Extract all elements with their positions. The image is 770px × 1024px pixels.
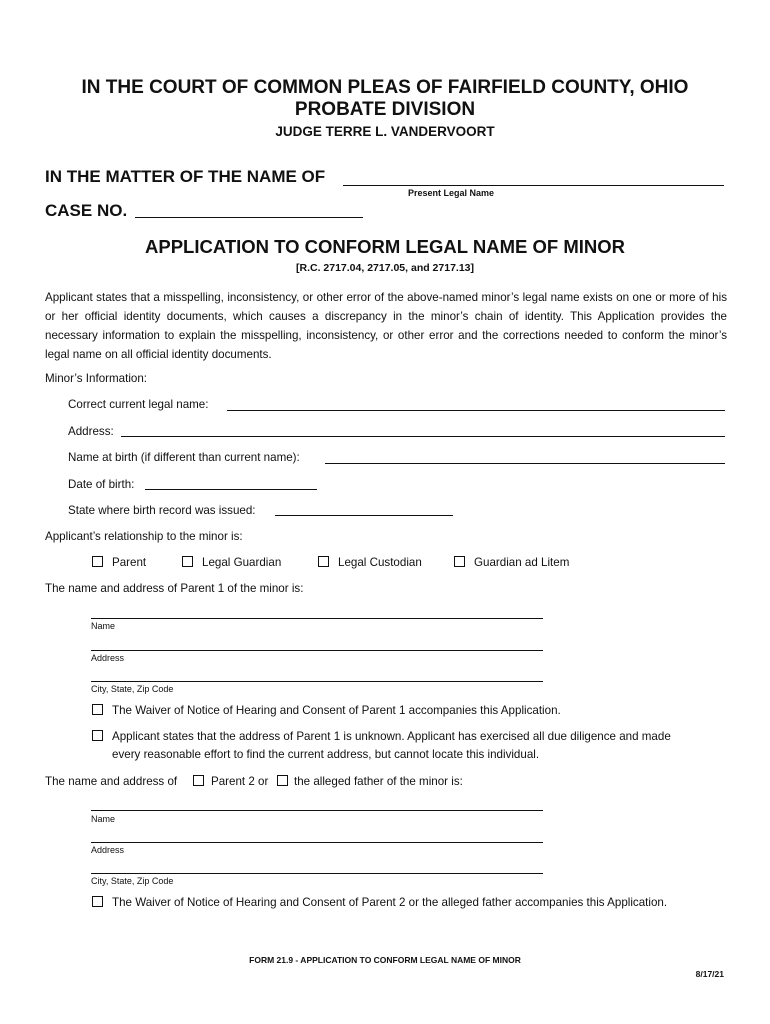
division-heading: PROBATE DIVISION: [294, 99, 476, 120]
parent2-label: The name and address of: [45, 775, 178, 788]
parent1-address-caption: Address: [91, 653, 125, 663]
birth-name-label: Name at birth (if different than current name):: [68, 451, 300, 464]
parent1-name-field[interactable]: [91, 618, 543, 619]
present-name-caption: Present Legal Name: [408, 188, 495, 198]
minor-info-heading: Minor’s Information:: [45, 372, 148, 385]
parent1-waiver-text: The Waiver of Notice of Hearing and Consent of Parent 1 accompanies this Application.: [112, 704, 561, 717]
parent2-waiver-text: The Waiver of Notice of Hearing and Consent of Parent 2 or the alleged father accompanies this Application.: [112, 896, 668, 909]
parent1-unknown-text-line1: Applicant states that the address of Parent 1 is unknown. Applicant has exercised all due diligence and made: [112, 730, 671, 743]
parent1-unknown-text-line2: every reasonable effort to find the current address, but cannot locate this individual.: [112, 748, 540, 761]
guardian-ad-litem-option-label: Guardian ad Litem: [474, 556, 570, 569]
legal-guardian-checkbox[interactable]: [182, 556, 193, 567]
parent1-waiver-checkbox[interactable]: [92, 704, 103, 715]
parent2-option-label: Parent 2 or: [211, 775, 269, 788]
parent2-city-field[interactable]: [91, 873, 543, 874]
dob-field[interactable]: [145, 489, 317, 490]
intro-paragraph: Applicant states that a misspelling, inconsistency, or other error of the above-named minor’s legal name exists on one or more of his or her official identity documents, which causes a discrepancy in the minor’s chain of identity. This Application provides the necessary information to explain the misspelling, inconsistency, or other error and the corrections needed to conform the minor’s legal name on all official identity documents.: [45, 291, 727, 361]
form-footer: FORM 21.9 - APPLICATION TO CONFORM LEGAL NAME OF MINOR: [249, 955, 521, 965]
parent1-name-caption: Name: [91, 621, 116, 631]
birth-state-label: State where birth record was issued:: [68, 504, 256, 517]
parent2-waiver-checkbox[interactable]: [92, 896, 103, 907]
matter-label: IN THE MATTER OF THE NAME OF: [45, 167, 326, 186]
court-heading: IN THE COURT OF COMMON PLEAS OF FAIRFIELD COUNTY, OHIO: [81, 77, 689, 98]
parent2-name-field[interactable]: [91, 810, 543, 811]
form-title: APPLICATION TO CONFORM LEGAL NAME OF MINOR: [145, 236, 625, 257]
alleged-father-option-label: the alleged father of the minor is:: [294, 775, 463, 788]
parent2-name-caption: Name: [91, 814, 116, 824]
statute-reference: [R.C. 2717.04, 2717.05, and 2717.13]: [295, 262, 475, 274]
relationship-label: Applicant’s relationship to the minor is:: [45, 530, 243, 543]
parent-option-label: Parent: [112, 556, 147, 569]
alleged-father-checkbox[interactable]: [277, 775, 288, 786]
parent1-city-field[interactable]: [91, 681, 543, 682]
parent2-checkbox[interactable]: [193, 775, 204, 786]
judge-heading: JUDGE TERRE L. VANDERVOORT: [275, 124, 495, 139]
address-field[interactable]: [121, 436, 725, 437]
parent2-address-field[interactable]: [91, 842, 543, 843]
birth-state-field[interactable]: [275, 515, 453, 516]
legal-guardian-option-label: Legal Guardian: [202, 556, 282, 569]
guardian-ad-litem-checkbox[interactable]: [454, 556, 465, 567]
form-date: 8/17/21: [695, 969, 724, 979]
dob-label: Date of birth:: [68, 478, 135, 491]
present-name-field[interactable]: [343, 185, 724, 186]
case-label: CASE NO.: [45, 201, 128, 220]
parent-checkbox[interactable]: [92, 556, 103, 567]
parent2-address-caption: Address: [91, 845, 125, 855]
birth-name-field[interactable]: [325, 463, 725, 464]
parent1-city-caption: City, State, Zip Code: [91, 684, 174, 694]
legal-name-field[interactable]: [227, 410, 725, 411]
legal-custodian-checkbox[interactable]: [318, 556, 329, 567]
legal-custodian-option-label: Legal Custodian: [338, 556, 422, 569]
legal-name-label: Correct current legal name:: [68, 398, 209, 411]
address-label: Address:: [68, 425, 114, 438]
case-number-field[interactable]: [135, 217, 363, 218]
parent1-unknown-checkbox[interactable]: [92, 730, 103, 741]
parent1-label: The name and address of Parent 1 of the minor is:: [45, 582, 304, 595]
parent2-city-caption: City, State, Zip Code: [91, 876, 174, 886]
parent1-address-field[interactable]: [91, 650, 543, 651]
